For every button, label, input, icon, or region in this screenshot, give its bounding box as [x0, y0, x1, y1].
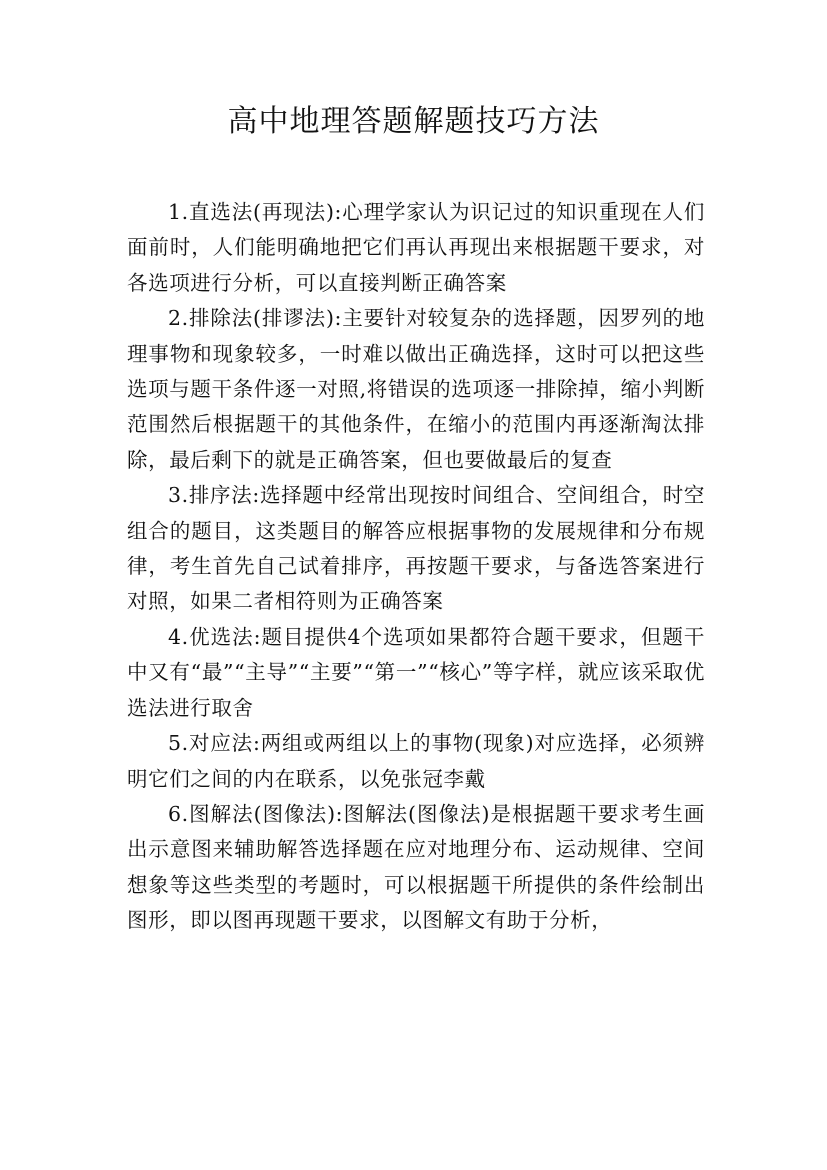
paragraph-6: 6.图解法(图像法):图解法(图像法)是根据题干要求考生画出示意图来辅助解答选择题在应对地理分布、运动规律、空间想象等这些类型的考题时，可以根据题干所提供的条件绘制出图形，即以图再现题干要求，以图解文有助于分析， — [127, 801, 705, 933]
paragraph-5: 5.对应法:两组或两组以上的事物(现象)对应选择，必须辨明它们之间的内在联系，以免张冠李戴 — [127, 731, 705, 791]
document-body — [127, 195, 705, 939]
paragraph-3: 3.排序法:选择题中经常出现按时间组合、空间组合，时空组合的题目，这类题目的解答应根据事物的发展规律和分布规律，考生首先自己试着排序，再按题干要求，与备选答案进行对照，如果二者相符则为正确答案 — [127, 483, 705, 614]
paragraph-1: 1.直选法(再现法):心理学家认为识记过的知识重现在人们面前时，人们能明确地把它们再认再现出来根据题干要求，对各选项进行分析，可以直接判断正确答案 — [127, 200, 705, 295]
document-title: 高中地理答题解题技巧方法 — [227, 104, 600, 139]
paragraph-2: 2.排除法(排谬法):主要针对较复杂的选择题，因罗列的地理事物和现象较多，一时难以做出正确选择，这时可以把这些选项与题干条件逐一对照,将错误的选项逐一排除掉，缩小判断范围然后根据题干的其他条件，在缩小的范围内再逐渐淘汰排除，最后剩下的就是正确答案，但也要做最后的复查 — [127, 306, 705, 472]
paragraph-4: 4.优选法:题目提供4个选项如果都符合题干要求，但题干中又有“最”“主导”“主要”“第一”“核心”等字样，就应该采取优选法进行取舍 — [127, 624, 705, 720]
